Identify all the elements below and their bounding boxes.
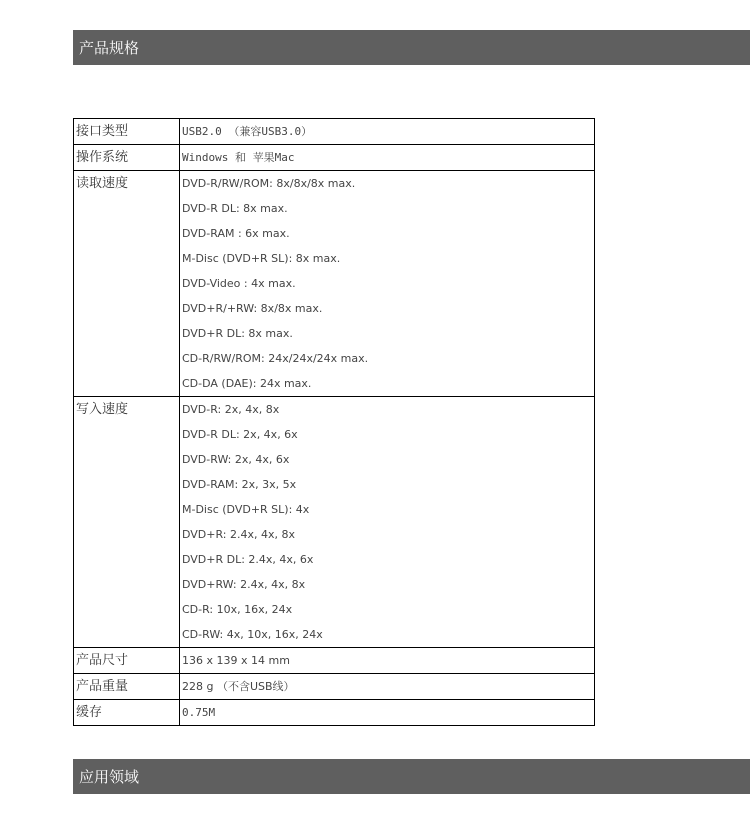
spec-row xyxy=(74,397,595,648)
spec-label: 接口类型 xyxy=(74,119,180,145)
spec-value xyxy=(180,119,595,145)
spec-value xyxy=(180,145,595,171)
spec-value-line: CD-R/RW/ROM: 24x/24x/24x max. xyxy=(182,352,369,365)
spec-value-line: 228 g （不含USB线） xyxy=(182,680,295,693)
spec-row xyxy=(74,171,595,397)
spec-value-line: DVD+R: 2.4x, 4x, 8x xyxy=(182,528,296,541)
spec-label: 操作系统 xyxy=(74,145,180,171)
spec-value-line: Windows 和 苹果Mac xyxy=(182,151,295,164)
spec-value xyxy=(180,397,595,648)
spec-value-line: DVD-RAM: 2x, 3x, 5x xyxy=(182,478,297,491)
spec-row xyxy=(74,648,595,674)
spec-value-line: M-Disc (DVD+R SL): 4x xyxy=(182,503,310,516)
spec-value-line: DVD+RW: 2.4x, 4x, 8x xyxy=(182,578,306,591)
section-title: 应用领域 xyxy=(79,768,140,786)
spec-value xyxy=(180,700,595,726)
spec-label: 产品尺寸 xyxy=(74,648,180,674)
spec-value-line: DVD+R DL: 2.4x, 4x, 6x xyxy=(182,553,314,566)
spec-value-line: 136 x 139 x 14 mm xyxy=(182,654,290,667)
spec-label: 读取速度 xyxy=(74,171,180,397)
spec-label: 缓存 xyxy=(74,700,180,726)
section-title: 产品规格 xyxy=(79,39,140,57)
spec-value-line: CD-DA (DAE): 24x max. xyxy=(182,377,312,390)
spec-value-line: DVD-R: 2x, 4x, 8x xyxy=(182,403,280,416)
spec-value-line: DVD+R/+RW: 8x/8x max. xyxy=(182,302,323,315)
spec-value xyxy=(180,674,595,700)
spec-value-line: DVD-RW: 2x, 4x, 6x xyxy=(182,453,290,466)
spec-value-line: DVD-R DL: 2x, 4x, 6x xyxy=(182,428,298,441)
spec-value-line: USB2.0 （兼容USB3.0） xyxy=(182,125,313,138)
spec-value-line: M-Disc (DVD+R SL): 8x max. xyxy=(182,252,341,265)
spec-value-line: DVD+R DL: 8x max. xyxy=(182,327,293,340)
spec-value-line: CD-R: 10x, 16x, 24x xyxy=(182,603,293,616)
section-header-spec xyxy=(73,30,750,65)
spec-value xyxy=(180,648,595,674)
spec-value-line: DVD-R/RW/ROM: 8x/8x/8x max. xyxy=(182,177,356,190)
spec-row xyxy=(74,145,595,171)
spec-value xyxy=(180,171,595,397)
spec-value-line: CD-RW: 4x, 10x, 16x, 24x xyxy=(182,628,323,641)
section-header-application xyxy=(73,759,750,794)
spec-row xyxy=(74,119,595,145)
spec-value-line: 0.75M xyxy=(182,706,216,719)
spec-label: 产品重量 xyxy=(74,674,180,700)
spec-label: 写入速度 xyxy=(74,397,180,648)
spec-value-line: DVD-Video : 4x max. xyxy=(182,277,296,290)
spec-row xyxy=(74,674,595,700)
spec-table xyxy=(73,118,595,726)
spec-value-line: DVD-RAM : 6x max. xyxy=(182,227,290,240)
spec-row xyxy=(74,700,595,726)
spec-value-line: DVD-R DL: 8x max. xyxy=(182,202,288,215)
